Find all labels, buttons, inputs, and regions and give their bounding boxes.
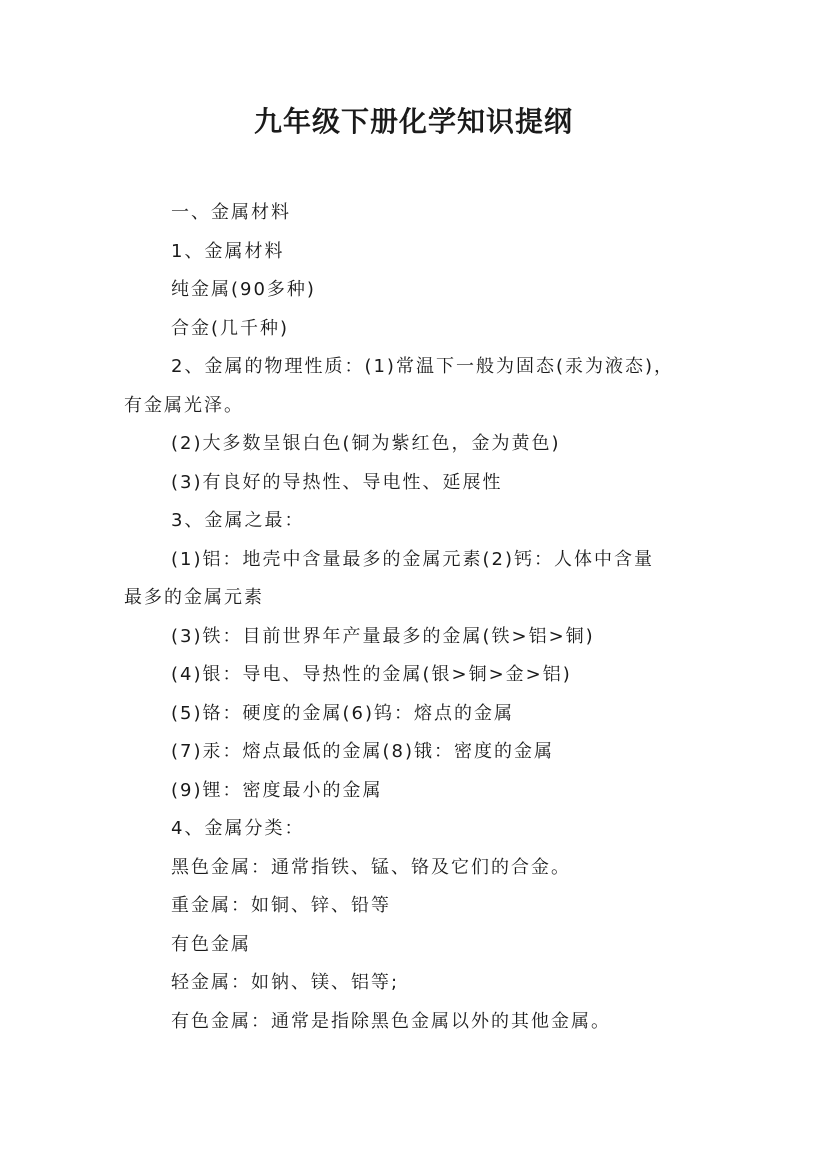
paragraph-line: (9)锂：密度最小的金属 (171, 779, 383, 801)
paragraph-line: (1)铝：地壳中含量最多的金属元素(2)钙：人体中含量 (171, 548, 654, 570)
paragraph-line-continued: 最多的金属元素 (124, 587, 264, 608)
subsection-heading: 4、金属分类： (171, 818, 305, 839)
document-title: 九年级下册化学知识提纲 (253, 105, 573, 138)
paragraph-line: (5)铬：硬度的金属(6)钨：熔点的金属 (171, 702, 514, 724)
paragraph-line: 轻金属：如钠、镁、铝等; (171, 972, 400, 993)
paragraph-line: (2)大多数呈银白色(铜为紫红色，金为黄色) (171, 433, 561, 454)
paragraph-line: (7)汞：熔点最低的金属(8)锇：密度的金属 (171, 741, 554, 762)
paragraph-line: (3)有良好的导热性、导电性、延展性 (171, 471, 503, 493)
paragraph-line-continued: 有金属光泽。 (124, 394, 244, 416)
paragraph-line: 重金属：如铜、锌、铅等 (171, 895, 391, 916)
subsection-heading: 2、金属的物理性质：(1)常温下一般为固态(汞为液态)， (171, 356, 674, 377)
paragraph-line: 合金(几千种) (171, 317, 290, 339)
paragraph-line: 纯金属(90多种) (171, 279, 316, 300)
paragraph-line: 有色金属 (171, 933, 251, 955)
paragraph-line: (4)银：导电、导热性的金属(银>铜>金>铝) (171, 664, 572, 685)
document-body (124, 194, 724, 1041)
subsection-heading: 1、金属材料 (171, 240, 285, 262)
subsection-heading: 3、金属之最： (171, 510, 305, 531)
paragraph-line: (3)铁：目前世界年产量最多的金属(铁>铝>铜) (171, 625, 595, 647)
paragraph-line: 有色金属：通常是指除黑色金属以外的其他金属。 (171, 1010, 611, 1032)
section-heading: 一、金属材料 (171, 202, 291, 223)
paragraph-line: 黑色金属：通常指铁、锰、铬及它们的合金。 (171, 856, 571, 878)
